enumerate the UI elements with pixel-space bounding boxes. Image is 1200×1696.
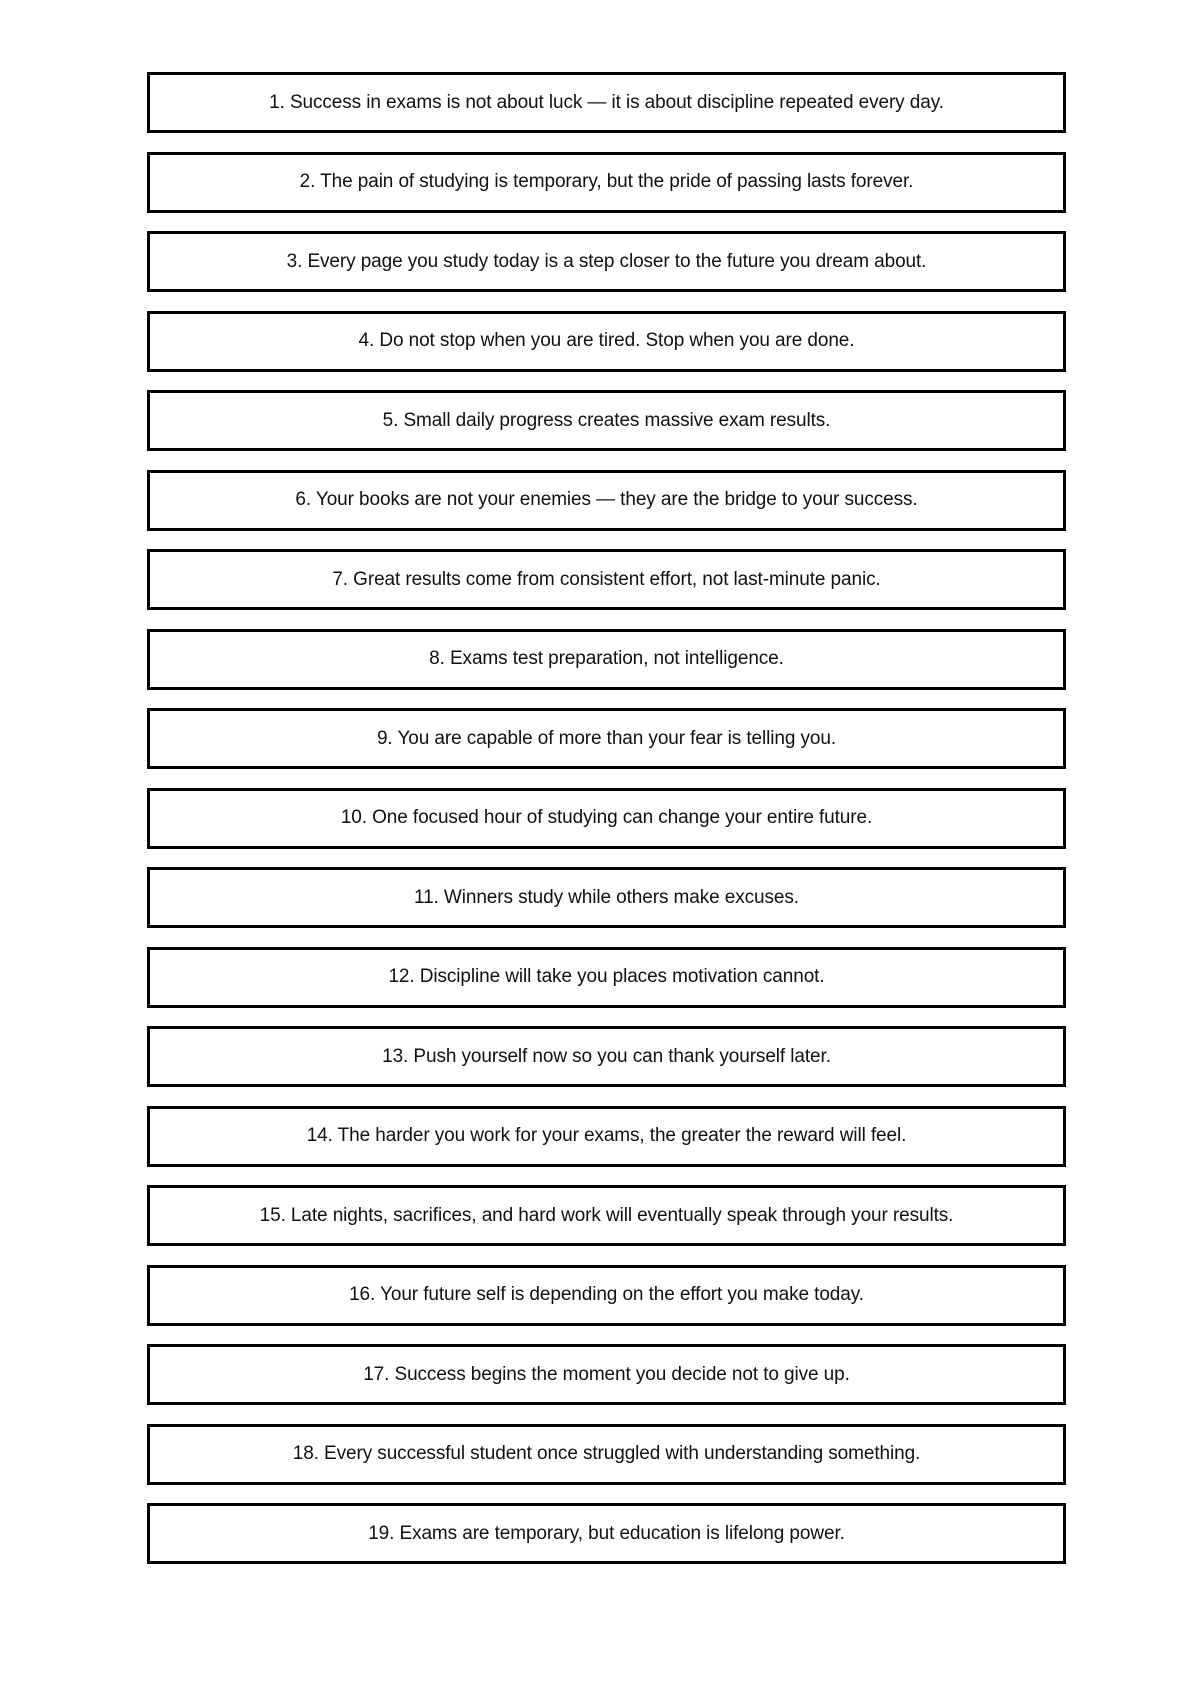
quote-box	[147, 72, 1066, 133]
quote-text: 16. Your future self is depending on the effort you make today.	[349, 1284, 864, 1305]
quote-text: 7. Great results come from consistent effort, not last-minute panic.	[332, 568, 881, 590]
quote-box	[147, 1344, 1066, 1405]
quote-box	[147, 788, 1066, 849]
quote-text: 19. Exams are temporary, but education is lifelong power.	[368, 1522, 845, 1544]
quote-box	[147, 390, 1066, 451]
quote-text: 17. Success begins the moment you decide not to give up.	[363, 1363, 850, 1385]
quote-box	[147, 1185, 1066, 1246]
quote-box	[147, 629, 1066, 690]
quote-text: 5. Small daily progress creates massive exam results.	[382, 409, 831, 431]
quote-box	[147, 1106, 1066, 1167]
quote-box	[147, 1265, 1066, 1326]
quote-text: 8. Exams test preparation, not intelligence.	[429, 648, 784, 669]
quote-text: 10. One focused hour of studying can change your entire future.	[340, 807, 873, 828]
quote-box	[147, 152, 1066, 213]
quote-text: 3. Every page you study today is a step closer to the future you dream about.	[286, 250, 927, 272]
quote-text: 11. Winners study while others make excuses.	[414, 886, 799, 908]
quote-box	[147, 311, 1066, 372]
quote-text: 9. You are capable of more than your fear is telling you.	[376, 727, 837, 749]
quote-text: 14. The harder you work for your exams, the greater the reward will feel.	[306, 1125, 907, 1146]
quote-list	[147, 72, 1066, 1583]
quote-text: 18. Every successful student once struggled with understanding something.	[292, 1443, 921, 1464]
quote-box	[147, 470, 1066, 531]
quote-box	[147, 708, 1066, 769]
quote-box	[147, 1503, 1066, 1564]
quote-box	[147, 867, 1066, 928]
quote-box	[147, 947, 1066, 1008]
quote-text: 2. The pain of studying is temporary, but the pride of passing lasts forever.	[299, 171, 914, 192]
quote-text: 12. Discipline will take you places motivation cannot.	[388, 966, 825, 987]
quote-text: 4. Do not stop when you are tired. Stop when you are done.	[358, 330, 855, 351]
quote-text: 1. Success in exams is not about luck — it is about discipline repeated every day.	[269, 91, 944, 113]
quote-box	[147, 1424, 1066, 1485]
quote-box	[147, 231, 1066, 292]
quote-text: 6. Your books are not your enemies — they are the bridge to your success.	[295, 489, 918, 510]
quote-box	[147, 1026, 1066, 1087]
quote-text: 13. Push yourself now so you can thank yourself later.	[382, 1045, 831, 1067]
quote-box	[147, 549, 1066, 610]
quote-text: 15. Late nights, sacrifices, and hard work will eventually speak through your results.	[259, 1204, 954, 1226]
